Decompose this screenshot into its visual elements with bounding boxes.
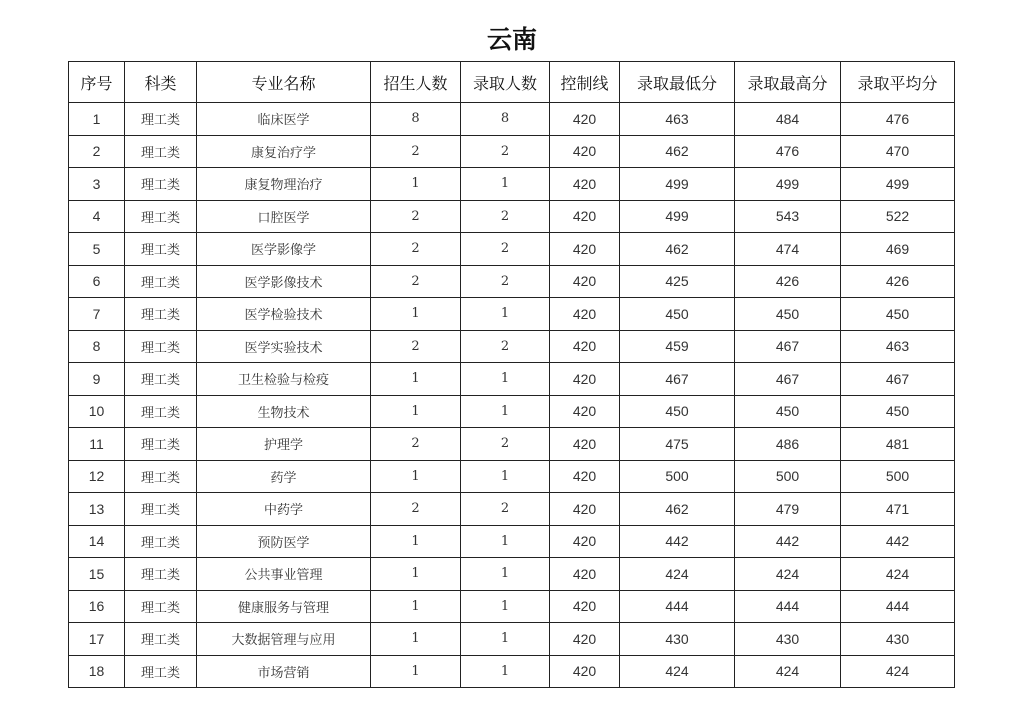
cell-max-score: 442 [735,525,841,558]
cell-category: 理工类 [125,395,197,428]
cell-min-score: 444 [620,590,735,623]
table-row [69,298,955,331]
cell-index: 14 [69,525,125,558]
column-header-major: 专业名称 [197,62,371,103]
table-row [69,493,955,526]
cell-index: 15 [69,558,125,591]
cell-admitted: 8 [461,103,550,136]
cell-control-line: 420 [550,655,620,688]
cell-avg-score: 430 [841,623,955,656]
cell-planned: 1 [371,168,461,201]
cell-max-score: 430 [735,623,841,656]
cell-index: 7 [69,298,125,331]
cell-planned: 2 [371,265,461,298]
column-header-max-score: 录取最高分 [735,62,841,103]
cell-admitted: 1 [461,623,550,656]
table-row [69,590,955,623]
cell-max-score: 450 [735,298,841,331]
cell-major: 健康服务与管理 [197,590,371,623]
cell-category: 理工类 [125,428,197,461]
cell-planned: 1 [371,525,461,558]
table-header-row [69,62,955,103]
cell-major: 口腔医学 [197,200,371,233]
cell-min-score: 424 [620,655,735,688]
table-row [69,558,955,591]
cell-planned: 2 [371,493,461,526]
cell-control-line: 420 [550,168,620,201]
cell-max-score: 543 [735,200,841,233]
table-row [69,428,955,461]
cell-major: 康复物理治疗 [197,168,371,201]
cell-planned: 1 [371,298,461,331]
cell-planned: 2 [371,330,461,363]
column-header-category: 科类 [125,62,197,103]
cell-category: 理工类 [125,265,197,298]
table-row [69,525,955,558]
cell-control-line: 420 [550,428,620,461]
cell-planned: 1 [371,590,461,623]
cell-avg-score: 481 [841,428,955,461]
cell-max-score: 499 [735,168,841,201]
cell-avg-score: 450 [841,395,955,428]
cell-avg-score: 470 [841,135,955,168]
cell-admitted: 1 [461,558,550,591]
cell-min-score: 467 [620,363,735,396]
cell-admitted: 2 [461,265,550,298]
cell-planned: 8 [371,103,461,136]
cell-category: 理工类 [125,623,197,656]
cell-index: 11 [69,428,125,461]
cell-min-score: 459 [620,330,735,363]
table-row [69,460,955,493]
cell-min-score: 430 [620,623,735,656]
cell-category: 理工类 [125,460,197,493]
table-row [69,103,955,136]
cell-max-score: 484 [735,103,841,136]
cell-category: 理工类 [125,298,197,331]
cell-major: 医学影像技术 [197,265,371,298]
cell-planned: 1 [371,395,461,428]
table-row [69,363,955,396]
cell-major: 大数据管理与应用 [197,623,371,656]
cell-major: 药学 [197,460,371,493]
table-row [69,233,955,266]
cell-control-line: 420 [550,200,620,233]
cell-control-line: 420 [550,103,620,136]
cell-avg-score: 450 [841,298,955,331]
cell-major: 公共事业管理 [197,558,371,591]
cell-planned: 1 [371,623,461,656]
cell-admitted: 2 [461,493,550,526]
cell-max-score: 474 [735,233,841,266]
cell-major: 预防医学 [197,525,371,558]
cell-planned: 2 [371,233,461,266]
cell-planned: 1 [371,460,461,493]
table-row [69,200,955,233]
cell-major: 卫生检验与检疫 [197,363,371,396]
cell-max-score: 479 [735,493,841,526]
cell-control-line: 420 [550,330,620,363]
cell-category: 理工类 [125,525,197,558]
cell-avg-score: 442 [841,525,955,558]
cell-admitted: 1 [461,460,550,493]
cell-control-line: 420 [550,623,620,656]
cell-min-score: 475 [620,428,735,461]
cell-max-score: 486 [735,428,841,461]
column-header-avg-score: 录取平均分 [841,62,955,103]
cell-admitted: 2 [461,233,550,266]
cell-planned: 1 [371,363,461,396]
column-header-min-score: 录取最低分 [620,62,735,103]
cell-min-score: 462 [620,493,735,526]
table-row [69,330,955,363]
cell-planned: 1 [371,655,461,688]
cell-admitted: 1 [461,655,550,688]
cell-admitted: 1 [461,525,550,558]
cell-avg-score: 471 [841,493,955,526]
cell-index: 8 [69,330,125,363]
cell-max-score: 476 [735,135,841,168]
table-row [69,168,955,201]
cell-min-score: 450 [620,395,735,428]
cell-major: 临床医学 [197,103,371,136]
cell-avg-score: 476 [841,103,955,136]
cell-major: 医学影像学 [197,233,371,266]
cell-index: 9 [69,363,125,396]
cell-category: 理工类 [125,493,197,526]
cell-control-line: 420 [550,590,620,623]
cell-planned: 1 [371,558,461,591]
cell-avg-score: 426 [841,265,955,298]
cell-min-score: 499 [620,168,735,201]
cell-admitted: 2 [461,330,550,363]
cell-min-score: 500 [620,460,735,493]
cell-category: 理工类 [125,200,197,233]
cell-admitted: 2 [461,135,550,168]
cell-min-score: 442 [620,525,735,558]
table-row [69,135,955,168]
cell-category: 理工类 [125,655,197,688]
cell-admitted: 1 [461,395,550,428]
cell-index: 1 [69,103,125,136]
table-row [69,623,955,656]
cell-admitted: 2 [461,200,550,233]
cell-max-score: 424 [735,655,841,688]
cell-avg-score: 469 [841,233,955,266]
cell-index: 5 [69,233,125,266]
cell-control-line: 420 [550,558,620,591]
cell-control-line: 420 [550,135,620,168]
page-title: 云南 [486,25,537,54]
cell-category: 理工类 [125,363,197,396]
cell-admitted: 1 [461,168,550,201]
cell-min-score: 463 [620,103,735,136]
cell-min-score: 462 [620,135,735,168]
column-header-admitted: 录取人数 [461,62,550,103]
cell-max-score: 500 [735,460,841,493]
cell-index: 17 [69,623,125,656]
cell-max-score: 424 [735,558,841,591]
cell-min-score: 424 [620,558,735,591]
column-header-planned: 招生人数 [371,62,461,103]
cell-control-line: 420 [550,363,620,396]
cell-index: 16 [69,590,125,623]
cell-category: 理工类 [125,168,197,201]
cell-index: 4 [69,200,125,233]
cell-avg-score: 424 [841,655,955,688]
admission-scores-table [68,61,955,688]
cell-major: 市场营销 [197,655,371,688]
cell-avg-score: 467 [841,363,955,396]
cell-index: 6 [69,265,125,298]
cell-control-line: 420 [550,493,620,526]
cell-avg-score: 463 [841,330,955,363]
cell-major: 生物技术 [197,395,371,428]
cell-index: 12 [69,460,125,493]
cell-control-line: 420 [550,233,620,266]
table-row [69,265,955,298]
cell-admitted: 1 [461,590,550,623]
column-header-control-line: 控制线 [550,62,620,103]
cell-max-score: 467 [735,330,841,363]
cell-major: 护理学 [197,428,371,461]
table-row [69,395,955,428]
cell-planned: 2 [371,428,461,461]
column-header-index: 序号 [69,62,125,103]
cell-control-line: 420 [550,525,620,558]
cell-index: 13 [69,493,125,526]
cell-index: 3 [69,168,125,201]
cell-category: 理工类 [125,103,197,136]
cell-min-score: 499 [620,200,735,233]
cell-max-score: 444 [735,590,841,623]
cell-control-line: 420 [550,265,620,298]
cell-major: 医学实验技术 [197,330,371,363]
table-body [69,103,955,688]
cell-avg-score: 522 [841,200,955,233]
cell-category: 理工类 [125,135,197,168]
cell-planned: 2 [371,200,461,233]
cell-major: 医学检验技术 [197,298,371,331]
table-row [69,655,955,688]
cell-major: 中药学 [197,493,371,526]
cell-max-score: 426 [735,265,841,298]
cell-avg-score: 499 [841,168,955,201]
cell-avg-score: 424 [841,558,955,591]
cell-category: 理工类 [125,590,197,623]
cell-control-line: 420 [550,460,620,493]
cell-max-score: 467 [735,363,841,396]
cell-control-line: 420 [550,298,620,331]
cell-category: 理工类 [125,330,197,363]
cell-avg-score: 444 [841,590,955,623]
cell-admitted: 1 [461,363,550,396]
cell-category: 理工类 [125,233,197,266]
cell-index: 18 [69,655,125,688]
cell-min-score: 462 [620,233,735,266]
cell-major: 康复治疗学 [197,135,371,168]
cell-admitted: 2 [461,428,550,461]
cell-min-score: 425 [620,265,735,298]
cell-category: 理工类 [125,558,197,591]
cell-index: 2 [69,135,125,168]
cell-min-score: 450 [620,298,735,331]
cell-planned: 2 [371,135,461,168]
cell-avg-score: 500 [841,460,955,493]
cell-admitted: 1 [461,298,550,331]
cell-control-line: 420 [550,395,620,428]
cell-index: 10 [69,395,125,428]
cell-max-score: 450 [735,395,841,428]
